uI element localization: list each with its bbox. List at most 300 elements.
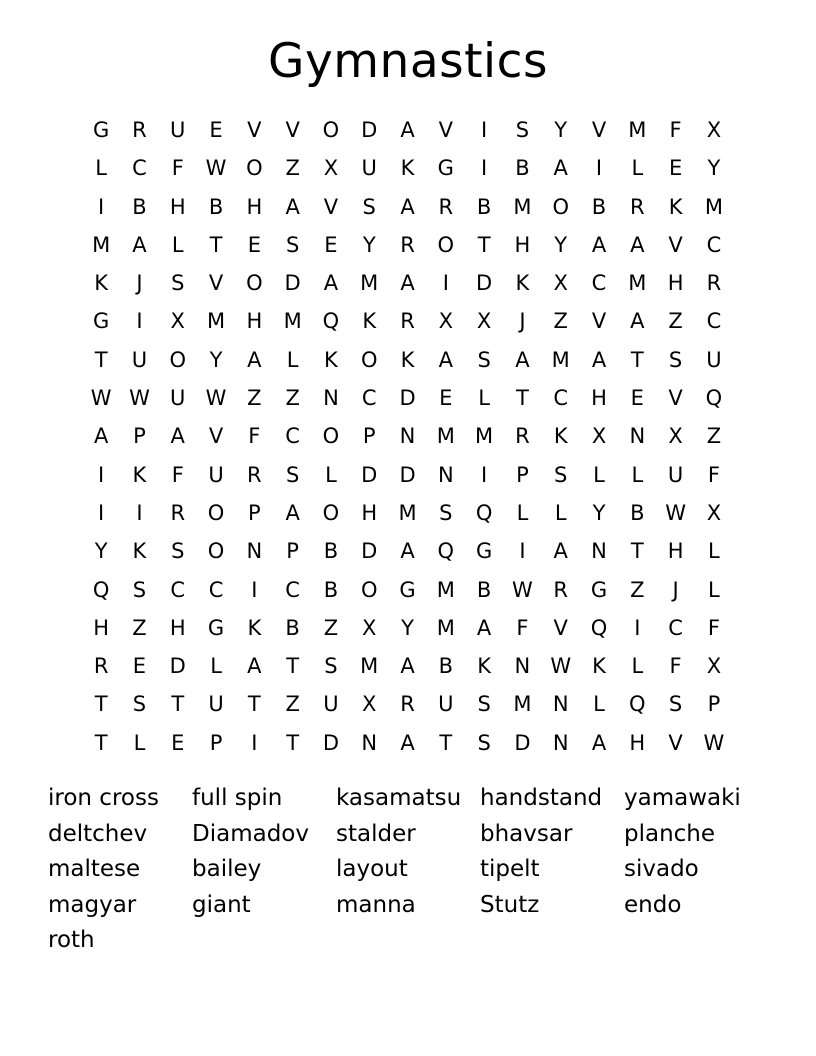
grid-letter: A xyxy=(476,615,492,640)
grid-letter: L xyxy=(593,462,605,487)
grid-letter: O xyxy=(207,539,225,564)
grid-letter: C xyxy=(132,156,147,181)
grid-letter: M xyxy=(206,309,226,334)
grid-letter: X xyxy=(362,692,377,717)
grid-letter: U xyxy=(131,347,148,372)
grid-letter: Z xyxy=(285,692,300,717)
grid-letter: H xyxy=(591,386,607,411)
grid-letter: B xyxy=(630,500,645,525)
grid-letter: Q xyxy=(92,577,110,602)
grid-letter: X xyxy=(706,654,722,679)
word-list-item: giant xyxy=(192,891,251,918)
grid-letter: L xyxy=(95,156,107,181)
grid-letter: L xyxy=(708,577,720,602)
grid-letter: R xyxy=(438,194,454,219)
grid-letter: A xyxy=(400,271,415,296)
grid-letter: B xyxy=(476,194,492,219)
grid-letter: L xyxy=(171,232,184,257)
grid-letter: P xyxy=(209,730,223,755)
grid-letter: G xyxy=(590,577,608,602)
grid-letter: C xyxy=(285,577,300,602)
grid-letter: S xyxy=(171,271,185,296)
grid-letter: T xyxy=(171,692,185,717)
grid-letter: S xyxy=(362,194,376,219)
grid-letter: A xyxy=(247,654,262,679)
grid-letter: H xyxy=(246,309,263,334)
grid-letter: X xyxy=(591,424,607,449)
word-list-item: iron cross xyxy=(48,785,159,811)
grid-letter: I xyxy=(442,271,449,296)
grid-letter: G xyxy=(475,539,493,564)
grid-letter: A xyxy=(247,347,262,372)
grid-letter: N xyxy=(399,424,416,449)
grid-row xyxy=(82,149,733,187)
page-title: Gymnastics xyxy=(268,34,548,89)
word-list-item: Stutz xyxy=(480,891,540,918)
grid-letter: C xyxy=(591,271,607,296)
grid-letter: N xyxy=(591,539,607,564)
grid-letter: H xyxy=(169,194,186,219)
grid-letter: G xyxy=(399,577,416,602)
grid-letter: N xyxy=(629,424,646,449)
grid-letter: I xyxy=(481,462,488,487)
grid-row xyxy=(82,456,733,494)
grid-letter: Z xyxy=(132,615,147,640)
word-list-item: bhavsar xyxy=(480,820,573,847)
grid-letter: Z xyxy=(247,386,262,411)
grid-letter: F xyxy=(707,462,720,487)
grid-letter: B xyxy=(208,194,224,219)
word-list-item: Diamadov xyxy=(192,820,309,847)
word-list xyxy=(48,781,768,959)
grid-letter: N xyxy=(552,692,569,717)
grid-letter: L xyxy=(593,692,605,717)
grid-letter: X xyxy=(668,424,683,449)
grid-letter: R xyxy=(93,654,109,679)
grid-letter: L xyxy=(478,386,490,411)
grid-letter: N xyxy=(552,730,569,755)
grid-letter: Y xyxy=(94,539,108,564)
grid-letter: C xyxy=(361,386,377,411)
grid-letter: H xyxy=(93,615,110,640)
grid-letter: S xyxy=(554,462,568,487)
grid-row xyxy=(82,417,733,455)
grid-letter: E xyxy=(630,386,644,411)
grid-letter: F xyxy=(248,424,261,449)
grid-letter: H xyxy=(246,194,263,219)
grid-letter: V xyxy=(668,386,683,411)
grid-letter: D xyxy=(514,730,531,755)
grid-letter: G xyxy=(93,118,110,142)
grid-letter: K xyxy=(668,194,683,219)
word-list-item: full spin xyxy=(192,785,283,811)
grid-letter: S xyxy=(477,692,491,717)
grid-letter: X xyxy=(170,309,185,334)
grid-letter: Y xyxy=(362,232,376,257)
grid-letter: O xyxy=(360,577,378,602)
grid-letter: S xyxy=(285,232,300,257)
grid-letter: H xyxy=(667,271,684,296)
grid-letter: X xyxy=(706,500,722,525)
grid-letter: Z xyxy=(323,615,339,640)
grid-letter: F xyxy=(516,615,529,640)
grid-letter: B xyxy=(591,194,607,219)
grid-letter: K xyxy=(400,156,415,181)
grid-letter: T xyxy=(94,692,108,717)
grid-letter: P xyxy=(248,500,261,525)
grid-letter: F xyxy=(669,118,682,142)
grid-letter: I xyxy=(98,500,105,525)
grid-letter: X xyxy=(323,156,339,181)
grid-letter: F xyxy=(171,156,184,181)
grid-letter: K xyxy=(324,347,338,372)
grid-row xyxy=(82,379,733,417)
grid-letter: A xyxy=(438,347,453,372)
grid-letter: M xyxy=(360,271,379,296)
grid-letter: J xyxy=(519,309,526,334)
grid-letter: M xyxy=(436,615,455,640)
grid-letter: L xyxy=(708,539,720,564)
grid-letter: Z xyxy=(668,309,683,334)
grid-letter: B xyxy=(132,194,147,219)
grid-letter: W xyxy=(512,577,533,602)
word-list-item: layout xyxy=(336,856,408,882)
grid-letter: B xyxy=(515,156,530,181)
grid-letter: M xyxy=(513,194,532,219)
grid-letter: I xyxy=(481,156,488,181)
grid-letter: U xyxy=(208,462,224,487)
grid-letter: Z xyxy=(285,386,300,411)
grid-letter: J xyxy=(136,271,143,296)
grid-letter: H xyxy=(361,500,378,525)
grid-letter: A xyxy=(400,194,415,219)
grid-letter: R xyxy=(630,194,645,219)
grid-letter: E xyxy=(324,232,338,257)
grid-letter: S xyxy=(477,347,491,372)
grid-letter: Z xyxy=(706,424,722,449)
letter-grid xyxy=(82,111,733,762)
grid-letter: L xyxy=(133,730,146,755)
grid-letter: D xyxy=(284,271,301,296)
grid-letter: D xyxy=(476,271,493,296)
grid-letter: H xyxy=(629,730,646,755)
grid-letter: W xyxy=(703,730,725,755)
grid-letter: I xyxy=(98,462,105,487)
grid-letter: A xyxy=(400,539,415,564)
grid-letter: V xyxy=(247,118,262,142)
grid-letter: D xyxy=(399,462,416,487)
grid-letter: G xyxy=(437,156,454,181)
grid-letter: A xyxy=(170,424,185,449)
grid-letter: U xyxy=(667,462,684,487)
grid-letter: I xyxy=(136,309,143,334)
grid-letter: M xyxy=(360,654,379,679)
grid-letter: Q xyxy=(705,386,723,411)
grid-row xyxy=(82,685,733,723)
grid-letter: B xyxy=(476,577,492,602)
grid-letter: O xyxy=(322,424,340,449)
grid-letter: N xyxy=(437,462,454,487)
grid-letter: Q xyxy=(437,539,455,564)
grid-letter: L xyxy=(286,347,299,372)
grid-letter: C xyxy=(553,386,569,411)
word-list-item: yamawaki xyxy=(624,785,741,811)
grid-letter: J xyxy=(672,577,679,602)
grid-letter: V xyxy=(285,118,300,142)
grid-row xyxy=(82,724,733,762)
grid-letter: K xyxy=(132,462,147,487)
grid-letter: W xyxy=(665,500,686,525)
grid-letter: E xyxy=(209,118,223,142)
grid-letter: K xyxy=(132,539,147,564)
grid-letter: C xyxy=(706,309,722,334)
word-list-item: endo xyxy=(624,891,682,918)
grid-letter: I xyxy=(98,194,105,219)
grid-row xyxy=(82,111,733,149)
grid-letter: V xyxy=(668,232,683,257)
grid-letter: X xyxy=(706,118,722,142)
grid-letter: K xyxy=(553,424,568,449)
grid-row xyxy=(82,188,733,226)
word-list-item: maltese xyxy=(48,856,141,882)
word-list-item: manna xyxy=(336,891,416,918)
grid-letter: T xyxy=(286,730,300,755)
grid-letter: N xyxy=(246,539,263,564)
grid-letter: R xyxy=(170,500,186,525)
grid-letter: S xyxy=(515,118,530,142)
grid-letter: A xyxy=(591,232,607,257)
grid-letter: E xyxy=(247,232,261,257)
grid-letter: O xyxy=(169,347,186,372)
grid-letter: R xyxy=(400,309,415,334)
grid-letter: S xyxy=(132,577,147,602)
grid-letter: Y xyxy=(554,232,568,257)
grid-letter: M xyxy=(436,424,455,449)
grid-letter: Q xyxy=(629,692,646,717)
grid-letter: O xyxy=(246,271,263,296)
grid-letter: S xyxy=(171,539,185,564)
word-list-item: roth xyxy=(48,927,95,953)
grid-letter: H xyxy=(169,615,186,640)
grid-row xyxy=(82,226,733,264)
grid-letter: X xyxy=(438,309,454,334)
grid-letter: W xyxy=(90,386,112,411)
grid-row xyxy=(82,647,733,685)
grid-letter: P xyxy=(516,462,529,487)
grid-letter: O xyxy=(246,156,263,181)
word-list-item: deltchev xyxy=(48,820,148,847)
grid-letter: K xyxy=(592,654,606,679)
grid-letter: U xyxy=(208,692,224,717)
grid-letter: A xyxy=(285,194,300,219)
grid-letter: I xyxy=(519,539,526,564)
grid-letter: B xyxy=(438,654,454,679)
grid-letter: M xyxy=(475,424,494,449)
grid-letter: A xyxy=(553,539,568,564)
grid-letter: T xyxy=(630,539,644,564)
grid-letter: C xyxy=(208,577,224,602)
grid-letter: T xyxy=(94,730,108,755)
grid-letter: Y xyxy=(707,156,721,181)
grid-letter: M xyxy=(628,271,647,296)
grid-letter: A xyxy=(591,730,607,755)
grid-letter: U xyxy=(438,692,454,717)
grid-letter: W xyxy=(205,156,227,181)
word-list-item: kasamatsu xyxy=(336,785,462,811)
grid-letter: M xyxy=(436,577,455,602)
grid-letter: V xyxy=(323,194,339,219)
grid-letter: K xyxy=(247,615,262,640)
word-list-item: stalder xyxy=(336,820,416,847)
grid-letter: K xyxy=(477,654,491,679)
grid-letter: T xyxy=(516,386,529,411)
grid-letter: D xyxy=(399,386,416,411)
grid-row xyxy=(82,264,733,302)
grid-letter: R xyxy=(515,424,530,449)
grid-letter: R xyxy=(400,692,415,717)
grid-letter: R xyxy=(706,271,722,296)
grid-letter: I xyxy=(595,156,603,181)
grid-letter: Z xyxy=(553,309,568,334)
grid-letter: K xyxy=(94,271,109,296)
grid-letter: U xyxy=(323,692,339,717)
grid-letter: P xyxy=(707,692,721,717)
grid-letter: K xyxy=(515,271,530,296)
grid-letter: Z xyxy=(285,156,300,181)
grid-letter: D xyxy=(322,730,340,755)
grid-letter: A xyxy=(400,730,415,755)
grid-letter: V xyxy=(591,118,607,142)
grid-row xyxy=(82,609,733,647)
grid-letter: Y xyxy=(592,500,606,525)
grid-letter: C xyxy=(285,424,300,449)
grid-letter: A xyxy=(591,347,607,372)
grid-letter: L xyxy=(210,654,222,679)
grid-letter: U xyxy=(170,386,186,411)
word-list-item: planche xyxy=(624,820,716,847)
grid-letter: D xyxy=(361,539,378,564)
grid-letter: R xyxy=(247,462,262,487)
grid-letter: P xyxy=(286,539,299,564)
grid-letter: R xyxy=(132,118,147,142)
grid-letter: A xyxy=(553,156,568,181)
grid-letter: I xyxy=(136,500,143,525)
grid-letter: H xyxy=(667,539,684,564)
grid-letter: A xyxy=(630,232,645,257)
grid-letter: V xyxy=(208,424,224,449)
grid-letter: F xyxy=(171,462,184,487)
grid-letter: M xyxy=(551,347,570,372)
grid-letter: V xyxy=(208,271,224,296)
grid-letter: W xyxy=(550,654,572,679)
grid-letter: T xyxy=(94,347,108,372)
grid-letter: Q xyxy=(590,615,608,640)
grid-letter: R xyxy=(553,577,568,602)
grid-letter: L xyxy=(631,654,644,679)
grid-letter: Y xyxy=(554,118,568,142)
grid-letter: X xyxy=(362,615,377,640)
grid-letter: Q xyxy=(475,500,493,525)
grid-letter: G xyxy=(207,615,225,640)
grid-letter: A xyxy=(285,500,300,525)
word-list-item: sivado xyxy=(624,856,699,882)
grid-letter: B xyxy=(323,539,339,564)
grid-letter: P xyxy=(362,424,376,449)
grid-letter: S xyxy=(439,500,453,525)
grid-letter: A xyxy=(515,347,530,372)
grid-letter: Z xyxy=(630,577,645,602)
grid-letter: T xyxy=(630,347,644,372)
grid-letter: S xyxy=(668,347,683,372)
grid-row xyxy=(82,571,733,609)
grid-letter: A xyxy=(400,118,415,142)
grid-letter: M xyxy=(398,500,417,525)
grid-letter: F xyxy=(669,654,682,679)
grid-letter: Y xyxy=(209,347,223,372)
grid-letter: V xyxy=(668,730,683,755)
grid-letter: A xyxy=(132,232,147,257)
grid-letter: L xyxy=(325,462,337,487)
word-list-item: magyar xyxy=(48,891,137,918)
grid-letter: T xyxy=(439,730,453,755)
grid-letter: O xyxy=(322,118,340,142)
grid-letter: A xyxy=(93,424,109,449)
grid-letter: A xyxy=(323,271,339,296)
grid-letter: M xyxy=(92,232,111,257)
grid-row xyxy=(82,302,733,340)
grid-letter: O xyxy=(437,232,455,257)
grid-letter: S xyxy=(324,654,338,679)
grid-letter: C xyxy=(668,615,683,640)
grid-letter: S xyxy=(285,462,300,487)
grid-letter: N xyxy=(361,730,378,755)
grid-row xyxy=(82,341,733,379)
grid-letter: S xyxy=(668,692,683,717)
grid-letter: V xyxy=(438,118,453,142)
grid-letter: B xyxy=(323,577,339,602)
grid-letter: A xyxy=(400,654,415,679)
grid-letter: E xyxy=(668,156,683,181)
grid-letter: L xyxy=(631,462,644,487)
grid-letter: M xyxy=(628,118,647,142)
grid-letter: O xyxy=(552,194,569,219)
grid-letter: Y xyxy=(401,615,414,640)
grid-letter: X xyxy=(553,271,568,296)
grid-letter: T xyxy=(209,232,223,257)
grid-letter: D xyxy=(169,654,186,679)
grid-letter: L xyxy=(554,500,567,525)
grid-row xyxy=(82,494,733,532)
grid-letter: T xyxy=(247,692,261,717)
grid-letter: O xyxy=(322,500,340,525)
grid-letter: C xyxy=(706,232,722,257)
grid-letter: N xyxy=(514,654,531,679)
grid-row xyxy=(82,532,733,570)
grid-letter: B xyxy=(285,615,300,640)
grid-letter: S xyxy=(477,730,491,755)
word-list-item: tipelt xyxy=(480,856,540,882)
grid-letter: T xyxy=(477,232,491,257)
grid-letter: L xyxy=(631,156,644,181)
grid-letter: W xyxy=(129,386,150,411)
grid-letter: Q xyxy=(322,309,340,334)
grid-letter: I xyxy=(634,615,641,640)
grid-letter: I xyxy=(251,730,258,755)
word-list-item: bailey xyxy=(192,856,262,882)
grid-letter: I xyxy=(251,577,258,602)
grid-letter: M xyxy=(704,194,723,219)
grid-letter: X xyxy=(476,309,492,334)
